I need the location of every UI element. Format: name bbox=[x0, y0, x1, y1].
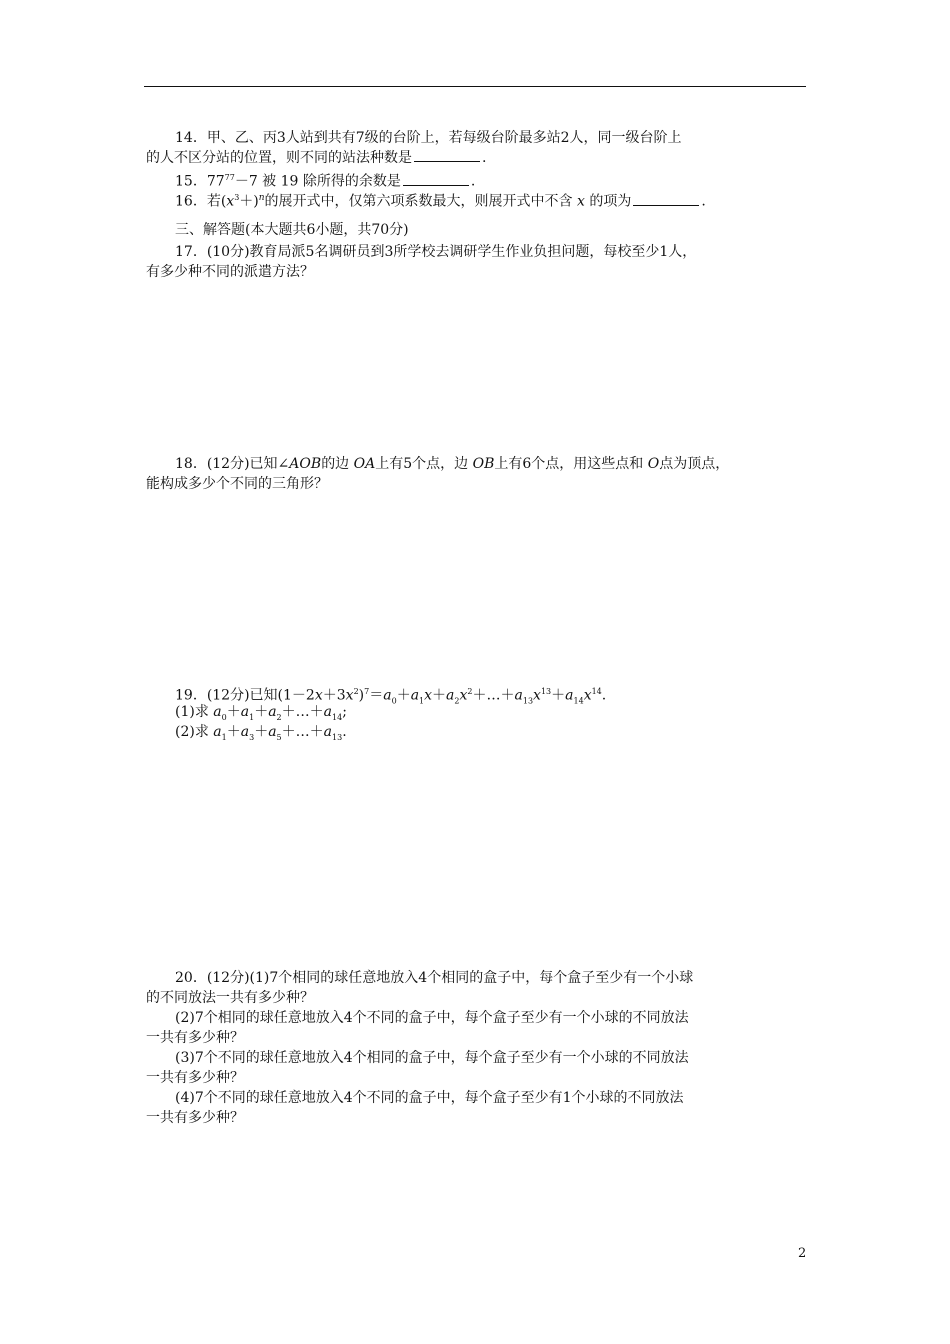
q20-line3: (2)7个相同的球任意地放入4个不同的盒子中，每个盒子至少有一个小球的不同放法 bbox=[175, 1010, 689, 1026]
q20-line4: 一共有多少种？ bbox=[146, 1030, 244, 1046]
page-number: 2 bbox=[798, 1246, 807, 1261]
section-heading: 三、解答题(本大题共6小题，共70分) bbox=[175, 222, 409, 238]
q18-line2: 能构成多少个不同的三角形？ bbox=[146, 476, 328, 492]
q18-line1: 18．(12分)已知∠AOB的边 OA上有5个点，边 OB上有6个点，用这些点和 O点为顶点， bbox=[175, 456, 730, 472]
q14-line1: 14．甲、乙、丙3人站到共有7级的台阶上，若每级台阶最多站2人，同一级台阶上 bbox=[175, 130, 682, 146]
q17-line1: 17．(10分)教育局派5名调研员到3所学校去调研学生作业负担问题，每校至少1人， bbox=[175, 244, 697, 260]
q20-line6: 一共有多少种？ bbox=[146, 1070, 244, 1086]
q14-line2: 的人不区分站的位置，则不同的站法种数是 . bbox=[146, 150, 487, 166]
q20-line1: 20．(12分)(1)7个相同的球任意地放入4个相同的盒子中，每个盒子至少有一个小球 bbox=[175, 970, 694, 986]
q19-line1: 19．(12分)已知$(1-2x+3x^2)^7=a_0+a_1x+a_2x^2+\dots+a_{13}x^{13}+a_{14}x^{14}$. bbox=[175, 687, 607, 706]
q19-part2: (2)求 $a_1+a_3+a_5+\dots+a_{13}$. bbox=[175, 724, 347, 742]
q20-line8: 一共有多少种？ bbox=[146, 1110, 244, 1126]
answer-blank bbox=[633, 193, 699, 206]
answer-blank bbox=[403, 173, 469, 186]
q20-line5: (3)7个不同的球任意地放入4个相同的盒子中，每个盒子至少有一个小球的不同放法 bbox=[175, 1050, 689, 1066]
header-rule bbox=[144, 86, 806, 87]
q17-line2: 有多少种不同的派遣方法？ bbox=[146, 264, 314, 280]
q19-part1: (1)求 $a_0+a_1+a_2+\dots+a_{14}$; bbox=[175, 704, 347, 722]
q20-line7: (4)7个不同的球任意地放入4个不同的盒子中，每个盒子至少有1个小球的不同放法 bbox=[175, 1090, 684, 1106]
q20-line2: 的不同放法一共有多少种？ bbox=[146, 990, 314, 1006]
answer-blank bbox=[414, 149, 480, 162]
q16-line: 16．若$(x^3+)^n$的展开式中，仅第六项系数最大，则展开式中不含 x 的项为 . bbox=[175, 193, 706, 210]
q15-line: 15．$77^{77}-7$ 被 19 除所得的余数是 . bbox=[175, 173, 476, 190]
